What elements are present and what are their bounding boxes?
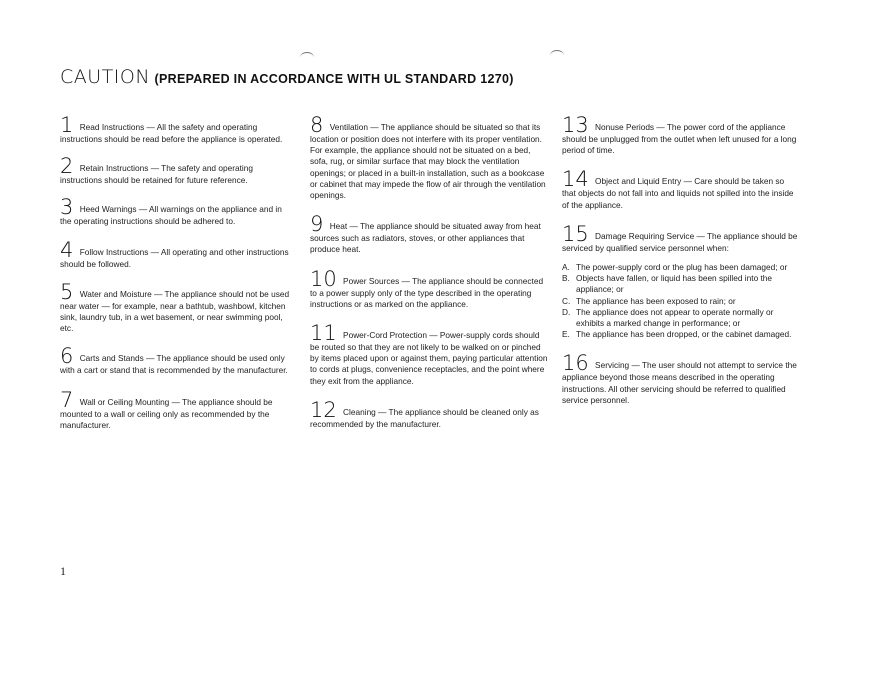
list-text: The appliance has been exposed to rain; or <box>576 295 736 306</box>
item-text: Ventilation — The appliance should be situated so that its location or position does not interfere with its proper ventilation. For example, the appliance should not be situated on a bed, sofa, rug, or similar surface that may block the ventilation openings; or placed in a built-in installation, such as a bookcase or cabinet that may impede the flow of air through the ventilation openings. <box>310 122 546 201</box>
instruction-item <box>562 221 798 254</box>
item-text: Retain Instructions — The safety and operating instructions should be retained for future reference. <box>60 163 253 186</box>
item-number: 12 <box>310 397 337 422</box>
item-text: Follow Instructions — All operating and other instructions should be followed. <box>60 246 289 269</box>
item-number: 5 <box>60 279 74 304</box>
item-number: 15 <box>562 221 589 246</box>
caution-subtitle: (PREPARED IN ACCORDANCE WITH UL STANDARD 1270) <box>154 72 514 86</box>
list-item <box>562 296 798 307</box>
item-number: 14 <box>562 167 589 192</box>
instruction-item <box>60 237 294 270</box>
column-1 <box>60 113 294 445</box>
item-text: Power Sources — The appliance should be connected to a power supply only of the type described in the operating instructions or as marked on the appliance. <box>310 275 544 309</box>
instruction-item <box>310 113 550 201</box>
list-letter: A. <box>562 262 570 273</box>
column-2 <box>310 113 550 444</box>
list-text: The appliance does not appear to operate normally or exhibits a marked change in performance; or <box>576 306 774 329</box>
item-number: 8 <box>310 113 324 137</box>
instruction-item <box>310 321 550 387</box>
list-letter: E. <box>562 329 570 340</box>
instruction-item <box>310 397 550 430</box>
list-letter: C. <box>562 295 571 306</box>
instruction-item <box>310 212 550 255</box>
list-letter: D. <box>562 306 571 317</box>
column-3 <box>562 113 798 420</box>
instruction-item <box>60 387 294 431</box>
item-number: 13 <box>562 113 589 137</box>
item-text: Carts and Stands — The appliance should be used only with a cart or stand that is recommended by the manufacturer. <box>60 353 288 376</box>
instruction-item <box>60 113 294 145</box>
instruction-item <box>60 195 294 227</box>
item-number: 1 <box>60 113 74 137</box>
item-text: Servicing — The user should not attempt to service the appliance beyond those means described in the operating instructions. All other servicing should be referred to qualified service personnel. <box>562 360 797 405</box>
item-number: 3 <box>60 195 74 220</box>
instruction-item <box>562 113 798 156</box>
item-text: Wall or Ceiling Mounting — The appliance should be mounted to a wall or ceiling only as recommended by the manufacturer. <box>60 396 273 430</box>
item-text: Heed Warnings — All warnings on the appliance and in the operating instructions should be adhered to. <box>60 204 282 227</box>
list-item <box>562 262 798 273</box>
list-letter: B. <box>562 273 570 284</box>
list-text: The power-supply cord or the plug has been damaged; or <box>576 262 788 273</box>
list-item <box>562 273 798 295</box>
damage-conditions-list <box>562 262 798 340</box>
punch-hole-mark <box>300 52 314 63</box>
item-number: 4 <box>60 237 74 262</box>
instruction-item <box>60 279 294 335</box>
item-number: 2 <box>60 154 74 179</box>
item-text: Heat — The appliance should be situated away from heat sources such as radiators, stoves, or other appliances that produce heat. <box>310 221 541 255</box>
instruction-item <box>60 344 294 376</box>
item-text: Cleaning — The appliance should be cleaned only as recommended by the manufacturer. <box>310 406 539 429</box>
list-item <box>562 329 798 340</box>
item-text: Damage Requiring Service — The appliance should be serviced by qualified service personnel when: <box>562 230 798 253</box>
item-number: 16 <box>562 351 589 376</box>
list-text: The appliance has been dropped, or the cabinet damaged. <box>576 329 792 340</box>
instruction-item <box>562 351 798 406</box>
item-text: Object and Liquid Entry — Care should be taken so that objects do not fall into and liquids not spilled into the inside of the appliance. <box>562 176 794 210</box>
item-text: Read Instructions — All the safety and operating instructions should be read before the appliance is operated. <box>60 122 283 144</box>
list-text: Objects have fallen, or liquid has been spilled into the appliance; or <box>576 273 773 295</box>
caution-title: CAUTION <box>60 66 151 88</box>
item-number: 6 <box>60 344 74 369</box>
item-number: 7 <box>60 387 74 412</box>
page-number: 1 <box>60 564 66 578</box>
item-text: Water and Moisture — The appliance should not be used near water — for example, near a bathtub, washbowl, kitchen sink, laundry tub, in a wet basement, or near swimming pool, etc. <box>60 288 290 334</box>
item-number: 9 <box>310 212 324 237</box>
instruction-item <box>60 154 294 186</box>
item-text: Nonuse Periods — The power cord of the appliance should be unplugged from the outlet when left unused for a long period of time. <box>562 122 797 156</box>
instruction-item <box>310 266 550 310</box>
caution-header <box>60 66 514 88</box>
item-number: 11 <box>310 321 337 346</box>
item-text: Power-Cord Protection — Power-supply cords should be routed so that they are not likely to be walked on or pinched by items placed upon or against them, paying particular attention to cords at plugs, convenience receptacles, and the point where they exit from the appliance. <box>310 330 548 386</box>
instruction-item <box>562 167 798 210</box>
punch-hole-mark <box>550 50 564 61</box>
list-item <box>562 307 798 329</box>
item-number: 10 <box>310 266 337 291</box>
